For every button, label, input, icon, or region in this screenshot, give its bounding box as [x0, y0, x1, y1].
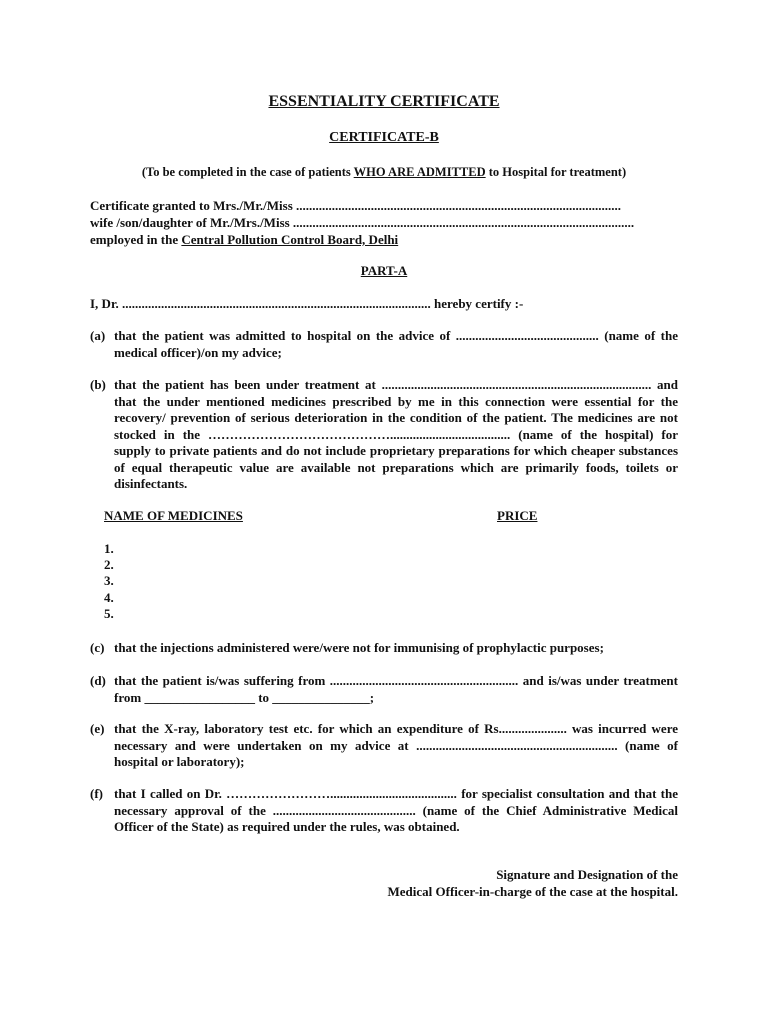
clause-b-label: (b)	[90, 377, 106, 392]
clause-e-text: that the X-ray, laboratory test etc. for which an expenditure of Rs..................... was incurred were necessary and were undertaken on my advice at .............................................................. (name of hospital or laboratory);	[114, 721, 678, 769]
admission-note	[0, 164, 768, 181]
signature-line-1: Signature and Designation of the	[496, 867, 678, 882]
grant-line-patient: Certificate granted to Mrs./Mr./Miss ....................................................................................................	[90, 198, 622, 213]
clause-e-label: (e)	[90, 721, 105, 736]
clause-c	[90, 640, 678, 657]
signature-block	[387, 867, 678, 900]
clause-a-label: (a)	[90, 328, 106, 343]
certificate-subtitle: CERTIFICATE-B	[329, 130, 439, 145]
medicine-price-header: PRICE	[497, 508, 538, 523]
clause-f-label: (f)	[90, 786, 103, 801]
page-title: ESSENTIALITY CERTIFICATE	[268, 93, 500, 110]
grant-line-employer	[90, 232, 398, 249]
medicine-item: 3.	[104, 573, 114, 588]
clause-d-text: that the patient is/was suffering from .......................................................... and is/was under treatment from _________________ to _______________;	[114, 673, 678, 705]
note-post: to Hospital for treatment)	[485, 165, 627, 179]
clause-f-text: that I called on Dr. ……………………....................................... for specialist consultation and that the necessary approval of the ............................................ (name of the Chief Administrative Medical Officer of the State) as required under the rules, was obtained.	[114, 786, 678, 834]
medicine-item: 2.	[104, 557, 114, 572]
clause-a-text: that the patient was admitted to hospital on the advice of ............................................ (name of the medical officer)/on my advice;	[114, 328, 678, 360]
note-emphasis: WHO ARE ADMITTED	[353, 165, 486, 179]
clause-c-label: (c)	[90, 640, 105, 655]
medicine-item: 5.	[104, 606, 114, 621]
grant-line-relation: wife /son/daughter of Mr./Mrs./Miss .........................................................................................................	[90, 215, 635, 230]
note-pre: (To be completed in the case of patients	[141, 165, 354, 179]
medicine-item: 1.	[104, 541, 114, 556]
employer-name: Central Pollution Control Board, Delhi	[181, 232, 399, 247]
medicine-item: 4.	[104, 590, 114, 605]
clause-b	[90, 377, 678, 493]
clause-d-label: (d)	[90, 673, 106, 688]
signature-line-2: Medical Officer-in-charge of the case at the hospital.	[387, 883, 678, 899]
part-a-heading: PART-A	[360, 263, 408, 278]
clause-b-text: that the patient has been under treatment at ................................................................................... and that the under mentioned medicines prescribed by me in this connection were essential for the recovery/ prevention of serious deterioration in the condition of the patient. The medicines are not stocked in the ……………………………………..................................... (name of the hospital) for supply to private patients and do not include proprietary preparations for which cheaper substances of equal therapeutic value are available not preparations which are primarily foods, toilets or disinfectants.	[114, 377, 678, 491]
clause-a	[90, 328, 678, 361]
clause-d	[90, 673, 678, 706]
clause-f	[90, 786, 678, 836]
clause-e	[90, 721, 678, 771]
clause-c-text: that the injections administered were/were not for immunising of prophylactic purposes;	[114, 640, 604, 655]
employer-label: employed in the	[90, 232, 182, 247]
medicine-name-header: NAME OF MEDICINES	[104, 508, 243, 523]
doctor-line: I, Dr. ............................................................................................... hereby certify :-	[90, 296, 524, 311]
